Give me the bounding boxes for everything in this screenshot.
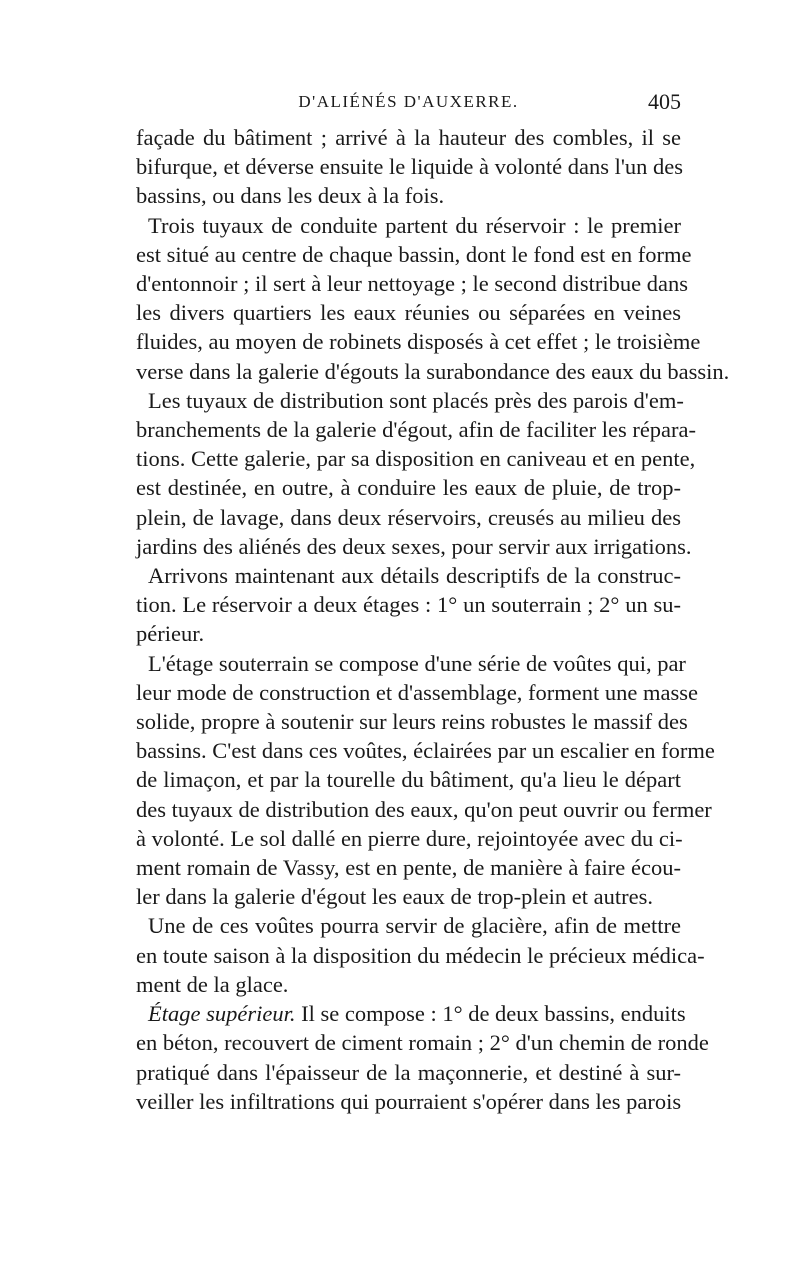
text-line: ler dans la galerie d'égout les eaux de trop-plein et autres. (136, 884, 653, 910)
paragraph-1 (136, 123, 684, 211)
text-line: jardins des aliénés des deux sexes, pour servir aux irrigations. (136, 533, 692, 559)
running-title: D'ALIÉNÉS D'AUXERRE. (298, 92, 519, 111)
text-line: tions. Cette galerie, par sa disposition en caniveau et en pente, (136, 446, 696, 472)
text-line: en toute saison à la disposition du médecin le précieux médica- (136, 942, 705, 968)
text-line: est situé au centre de chaque bassin, dont le fond est en forme (136, 241, 692, 267)
paragraph-2 (136, 211, 730, 386)
text-line: veiller les infiltrations qui pourraient s'opérer dans les parois (136, 1088, 682, 1114)
text-line: tion. Le réservoir a deux étages : 1° un souterrain ; 2° un su- (136, 592, 681, 618)
text-line: ment de la glace. (136, 971, 289, 997)
text-line: bifurque, et déverse ensuite le liquide à volonté dans l'un des (136, 154, 684, 180)
text-line: L'étage souterrain se compose d'une série de voûtes qui, par (148, 650, 686, 676)
text-line: Une de ces voûtes pourra servir de glacière, afin de mettre (148, 913, 681, 939)
text-line: à volonté. Le sol dallé en pierre dure, rejointoyée avec du ci- (136, 825, 683, 851)
text-line: plein, de lavage, dans deux réservoirs, creusés au milieu des (136, 504, 681, 530)
text-line: périeur. (136, 621, 205, 647)
text-line: ment romain de Vassy, est en pente, de manière à faire écou- (136, 855, 681, 881)
text-line-with-heading (136, 999, 686, 1028)
paragraph-6 (136, 911, 705, 999)
text-line: des tuyaux de distribution des eaux, qu'on peut ouvrir ou fermer (136, 796, 712, 822)
text-line: leur mode de construction et d'assemblage, forment une masse (136, 679, 699, 705)
page-number: 405 (648, 89, 681, 114)
text-line: d'entonnoir ; il sert à leur nettoyage ; le second distribue dans (136, 271, 689, 297)
text-line: en béton, recouvert de ciment romain ; 2° d'un chemin de ronde (136, 1030, 709, 1056)
body-text (136, 123, 730, 1116)
text-line: est destinée, en outre, à conduire les eaux de pluie, de trop- (136, 475, 681, 501)
text-line: bassins, ou dans les deux à la fois. (136, 183, 445, 209)
text-line: Arrivons maintenant aux détails descriptifs de la construc- (148, 563, 681, 589)
paragraph-7 (136, 999, 709, 1116)
text-line: verse dans la galerie d'égouts la surabondance des eaux du bassin. (136, 358, 730, 384)
paragraph-4 (136, 561, 681, 649)
text-line: solide, propre à soutenir sur leurs reins robustes le massif des (136, 709, 688, 735)
text-line: Trois tuyaux de conduite partent du réservoir : le premier (148, 212, 681, 238)
text-line: fluides, au moyen de robinets disposés à cet effet ; le troisième (136, 329, 701, 355)
text-line: branchements de la galerie d'égout, afin de faciliter les répara- (136, 417, 697, 443)
text-line: pratiqué dans l'épaisseur de la maçonnerie, et destiné à sur- (136, 1059, 681, 1085)
text-line: bassins. C'est dans ces voûtes, éclairées par un escalier en forme (136, 738, 715, 764)
paragraph-5 (136, 649, 715, 912)
text-line: façade du bâtiment ; arrivé à la hauteur des combles, il se (136, 125, 681, 150)
section-heading-italic: Étage supérieur. (148, 1001, 296, 1027)
text-line: les divers quartiers les eaux réunies ou séparées en veines (136, 300, 681, 326)
running-head (136, 89, 681, 118)
text-line: Les tuyaux de distribution sont placés près des parois d'em- (148, 387, 684, 413)
text-fragment: Il se compose : 1° de deux bassins, enduits (295, 1001, 686, 1027)
text-line: de limaçon, et par la tourelle du bâtiment, qu'a lieu le départ (136, 767, 681, 793)
paragraph-3 (136, 386, 697, 561)
